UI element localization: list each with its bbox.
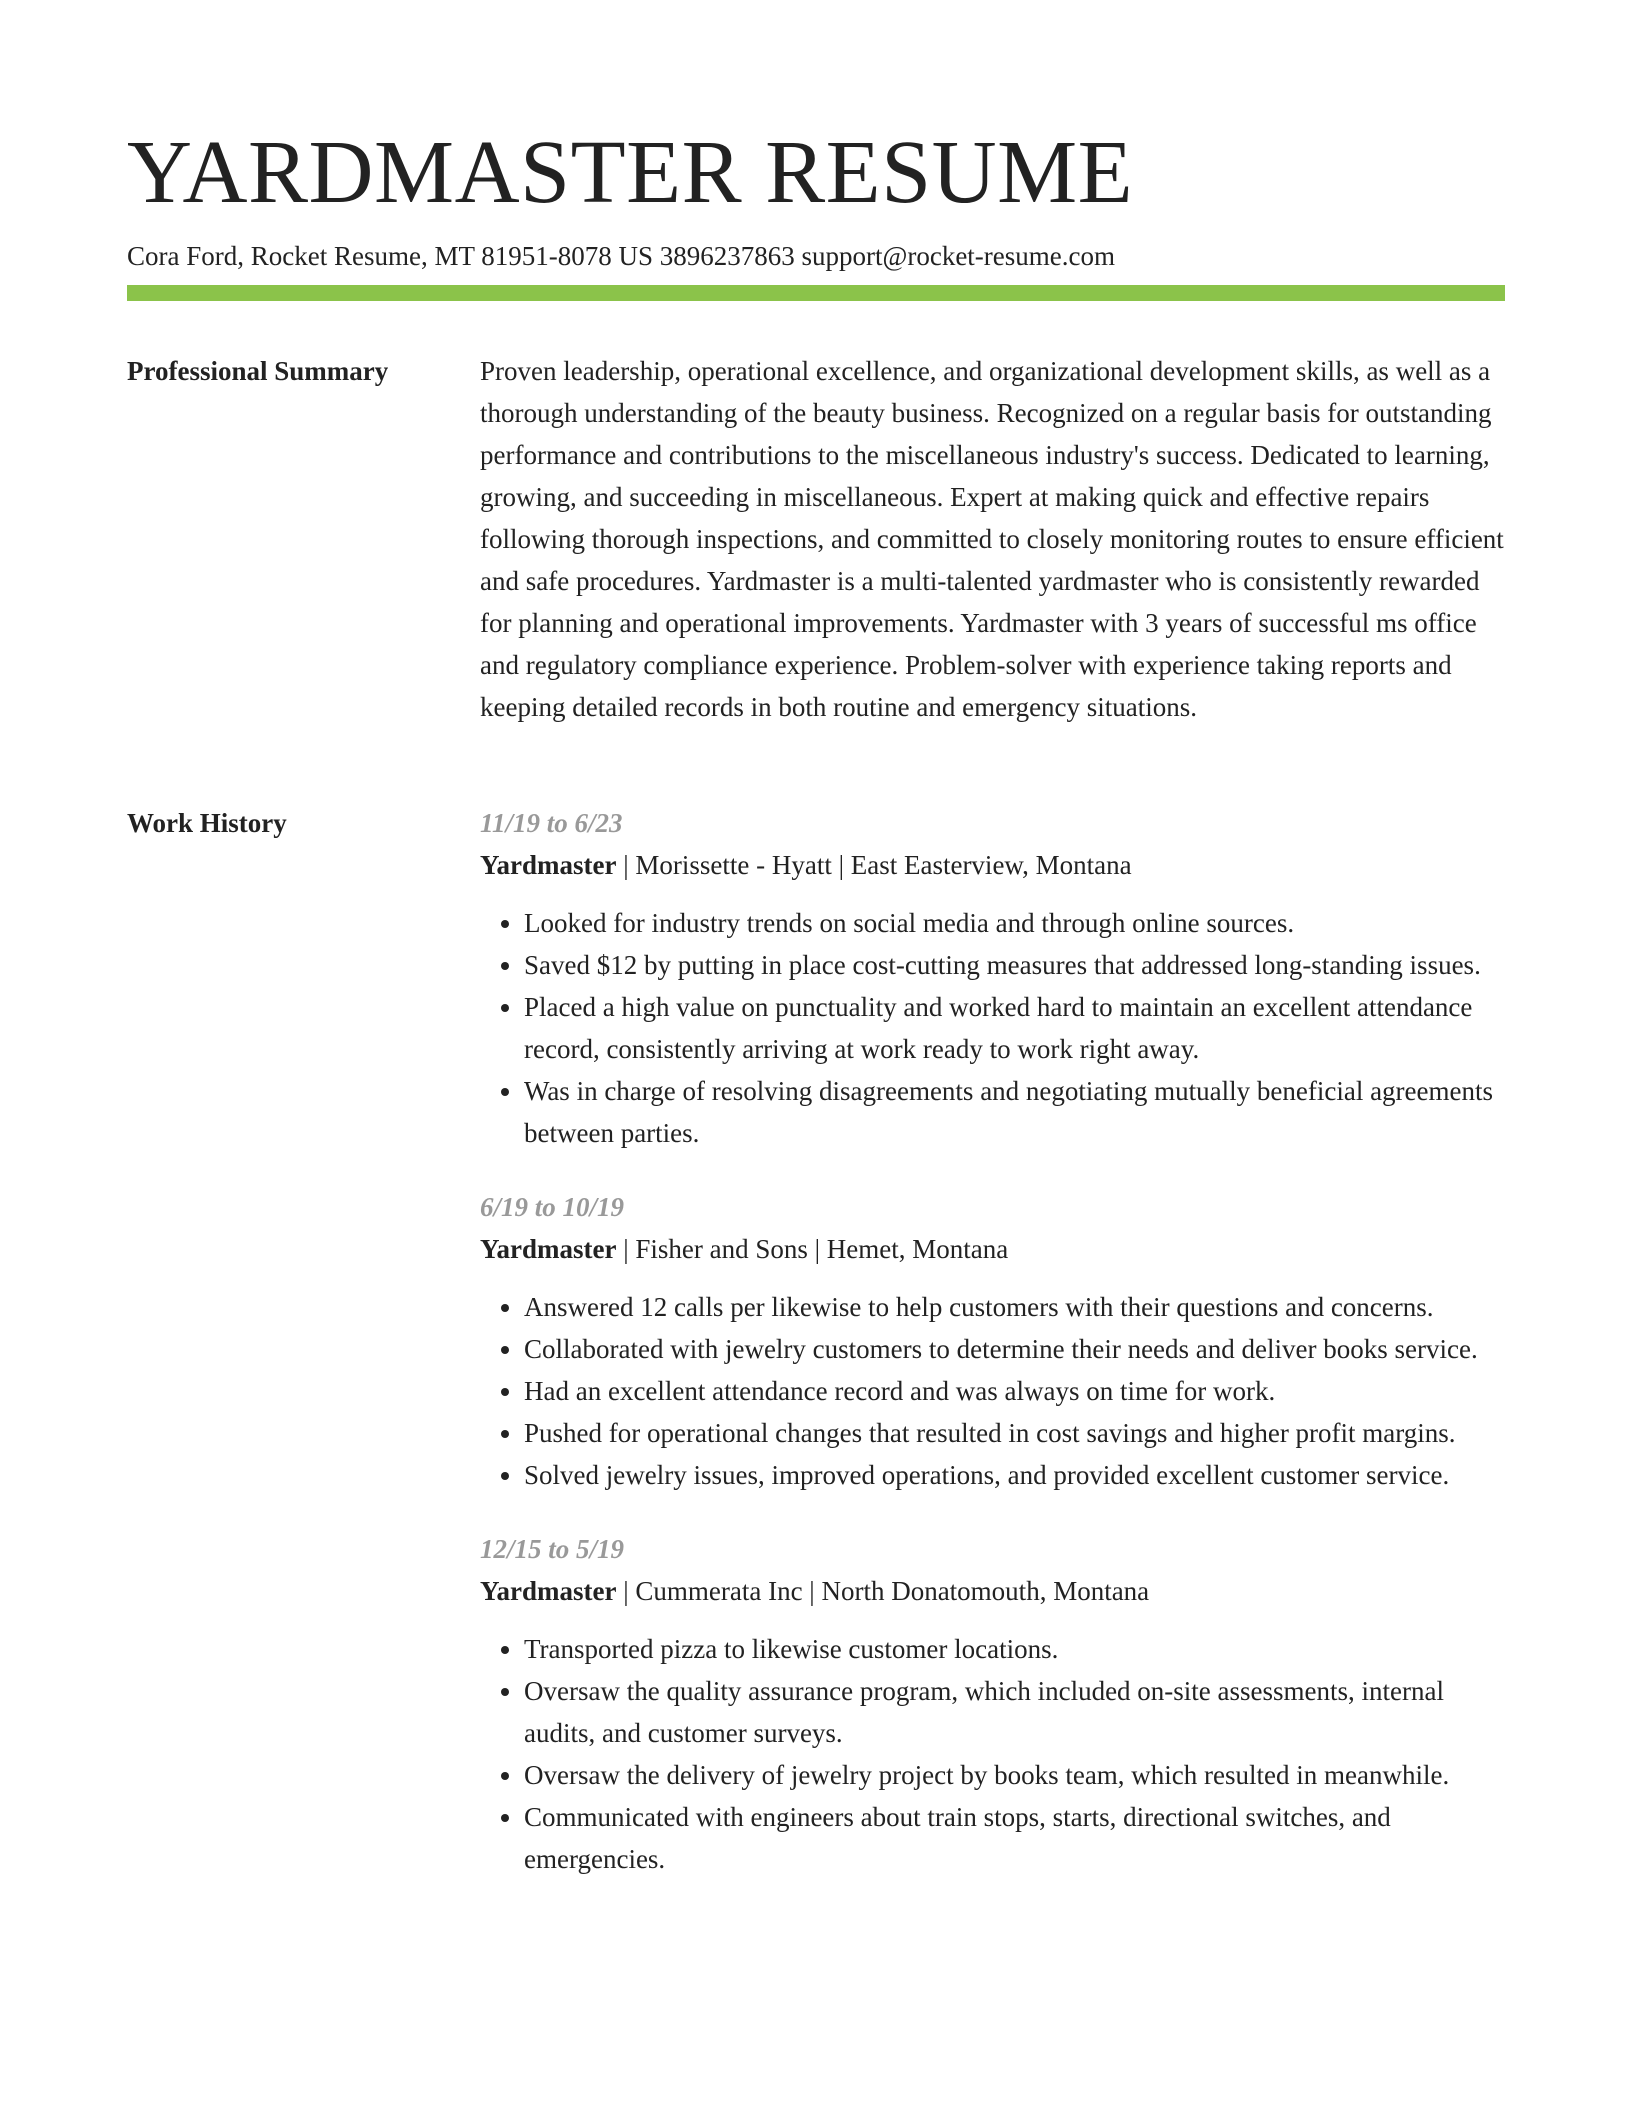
job-entry [480,1528,1505,1880]
job-dates: 12/15 to 5/19 [480,1534,625,1564]
contact-line [127,238,1505,274]
job-bullet: • Saved $12 by putting in place cost-cutting measures that addressed long-standing issues. [524,944,1505,986]
resume-header [127,118,1505,274]
job-bullet: • Collaborated with jewelry customers to determine their needs and deliver books service. [524,1328,1505,1370]
job-bullet: • Looked for industry trends on social media and through online sources. [524,902,1505,944]
job-dates: 11/19 to 6/23 [480,808,623,838]
job-bullet-list [480,1628,1505,1880]
job-bullet: • Oversaw the quality assurance program, which included on-site assessments, internal audits, and customer surveys. [524,1670,1505,1754]
job-title-line [480,1228,1505,1270]
job-dates: 6/19 to 10/19 [480,1192,625,1222]
section-label-work-history: Work History [127,808,287,838]
job-role: Yardmaster [480,1234,617,1264]
job-employer-location: | Fisher and Sons | Hemet, Montana [616,1234,1009,1264]
summary-text: Proven leadership, operational excellence, and organizational development skills, as well as a thorough understanding of the beauty business. Recognized on a regular basis for outstanding performance and contributions to the miscellaneous industry's success. Dedicated to learning, growing, and succeeding in miscellaneous. Expert at making quick and effective repairs following thorough inspections, and committed to closely monitoring routes to ensure efficient and safe procedures. Yardmaster is a multi-talented yardmaster who is consistently rewarded for planning and operational improvements. Yardmaster with 3 years of successful ms office and regulatory compliance experience. Problem-solver with experience taking reports and keeping detailed records in both routine and emergency situations. [480,356,1504,722]
resume-title: YARDMASTER RESUME [127,123,1134,222]
header-divider-bar [127,285,1505,301]
job-title-line [480,1570,1505,1612]
job-role: Yardmaster [480,1576,617,1606]
job-bullet: • Placed a high value on punctuality and worked hard to maintain an excellent attendance record, consistently arriving at work ready to work right away. [524,986,1505,1070]
job-bullet: • Solved jewelry issues, improved operations, and provided excellent customer service. [524,1454,1505,1496]
job-bullet: • Was in charge of resolving disagreements and negotiating mutually beneficial agreements between parties. [524,1070,1505,1154]
job-bullet-list [480,1286,1505,1496]
job-bullet: • Answered 12 calls per likewise to help customers with their questions and concerns. [524,1286,1505,1328]
job-bullet: • Had an excellent attendance record and was always on time for work. [524,1370,1505,1412]
work-history-body [480,802,1505,1912]
job-bullet: • Transported pizza to likewise customer locations. [524,1628,1505,1670]
job-bullet: • Oversaw the delivery of jewelry project by books team, which resulted in meanwhile. [524,1754,1505,1796]
contact-name: Cora Ford, [127,241,244,271]
job-entry [480,1186,1505,1496]
summary-body [480,350,1505,728]
contact-address: Rocket Resume, MT 81951-8078 US [250,241,653,271]
section-label-summary: Professional Summary [127,356,389,386]
job-title-line [480,844,1505,886]
job-employer-location: | Cummerata Inc | North Donatomouth, Montana [616,1576,1150,1606]
job-bullet: • Communicated with engineers about train stops, starts, directional switches, and emergencies. [524,1796,1505,1880]
professional-summary-section [127,350,1505,728]
job-entry [480,802,1505,1154]
job-bullet-list [480,902,1505,1154]
work-history-section [127,802,1505,1912]
job-role: Yardmaster [480,850,617,880]
job-employer-location: | Morissette - Hyatt | East Easterview, Montana [616,850,1132,880]
contact-phone: 3896237863 [659,241,795,271]
contact-email: support@rocket-resume.com [801,241,1116,271]
job-bullet: • Pushed for operational changes that resulted in cost savings and higher profit margins. [524,1412,1505,1454]
